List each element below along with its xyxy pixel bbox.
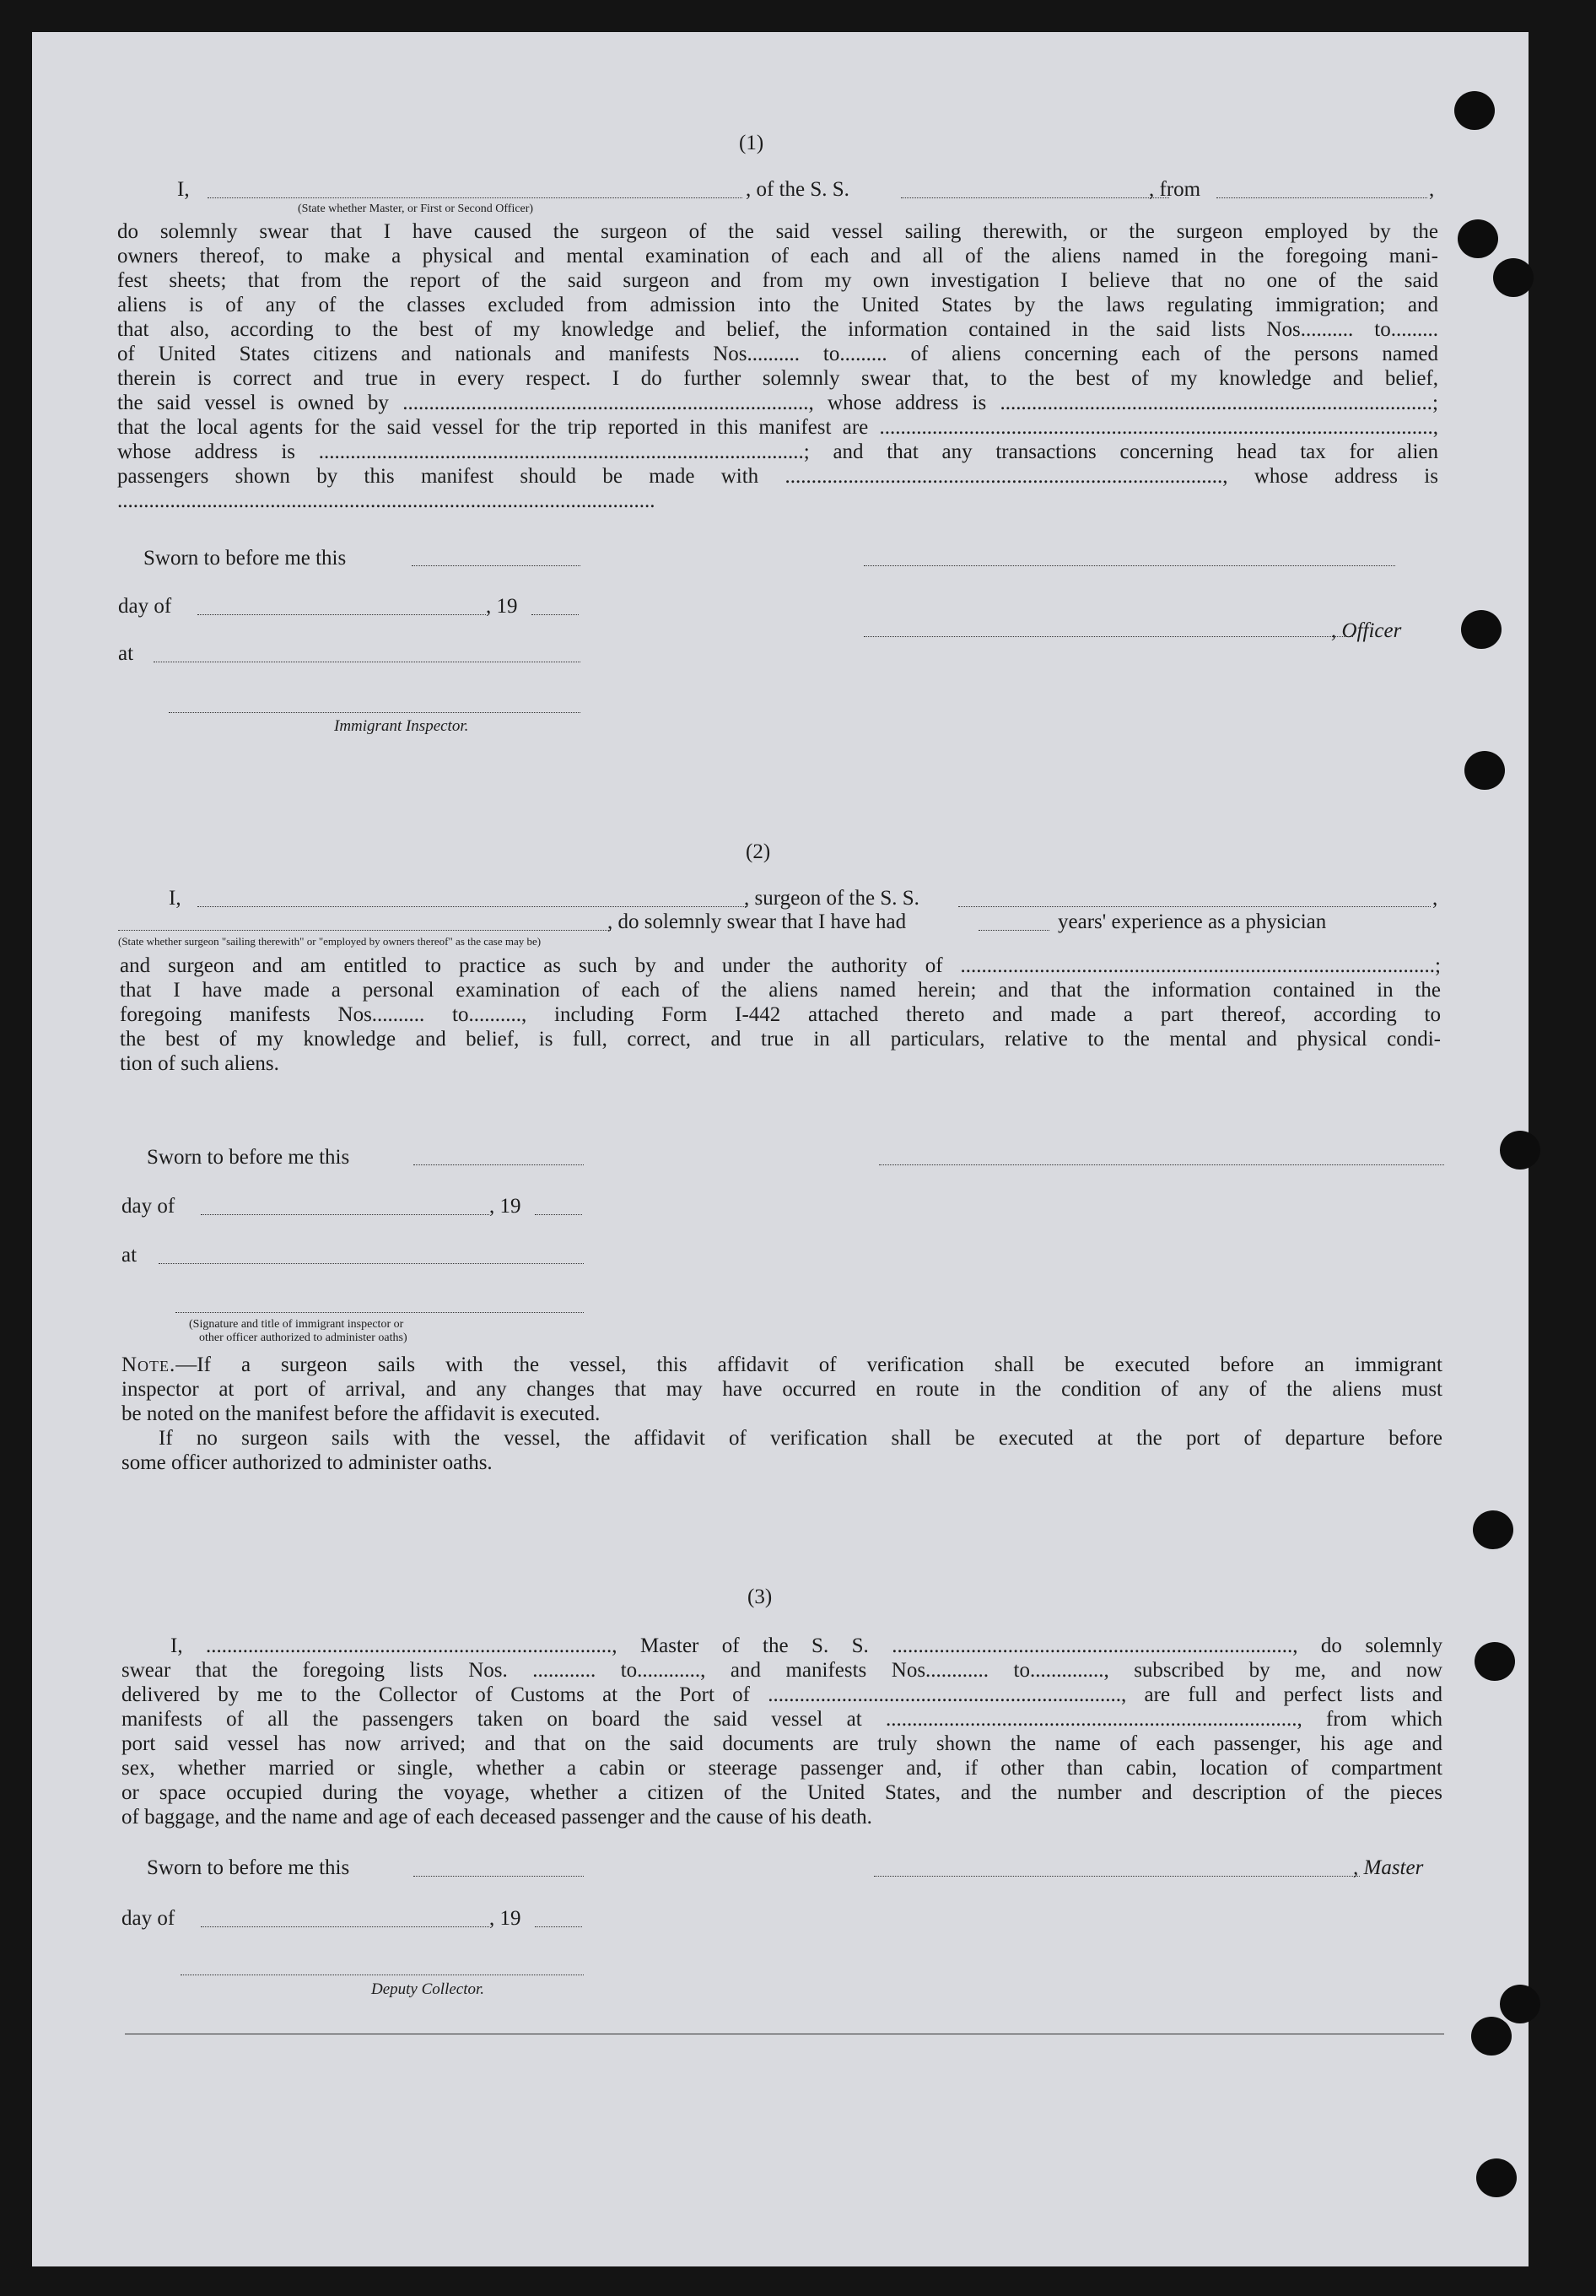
section-2-number: (2): [746, 840, 771, 863]
from-port-line: [1216, 197, 1427, 198]
binder-hole: [1471, 2017, 1512, 2056]
s1-sworn-line: [412, 565, 580, 566]
s2-at-line: [159, 1263, 584, 1264]
section-3-number: (3): [747, 1586, 773, 1608]
section-1-number: (1): [739, 132, 764, 154]
s1-dayof-label: day of: [118, 595, 172, 618]
from-label: , from: [1149, 178, 1201, 201]
binder-hole: [1458, 219, 1498, 258]
section-1-sub-caption: (State whether Master, or First or Second Officer): [298, 203, 534, 215]
binder-hole: [1461, 610, 1502, 649]
section-2-sub-caption: (State whether surgeon "sailing therewith" or "employed by owners thereof" as the case may be): [118, 935, 542, 948]
note-lead: Note.: [121, 1353, 176, 1376]
section-2-oath-text: and surgeon and am entitled to practice as such by and under the authority of ..........................................................................................; that I have made a personal examination of each of the aliens named herein; and that the information contained in the foregoing manifests Nos.......... to.........., including Form I-442 attached thereto and made a part thereof, according to the best of my knowledge and belief, is full, correct, and true in all particulars, relative to the mental and physical condi- tion of such aliens.: [120, 954, 1441, 1075]
s1-officer-label: , Officer: [1331, 619, 1402, 642]
binder-hole: [1464, 751, 1505, 790]
s2-inspector-sig-line: [175, 1312, 584, 1313]
s3-year-line: [535, 1926, 582, 1927]
s2-sig-caption-1: (Signature and title of immigrant inspector or: [189, 1318, 404, 1331]
binder-hole: [1473, 1510, 1513, 1549]
surgeon-ship-line: [958, 906, 1431, 907]
s1-inspector-line: [169, 712, 580, 713]
binder-hole: [1500, 1985, 1540, 2023]
s1-year-line: [531, 614, 579, 615]
section-1-oath-text: do solemnly swear that I have caused the surgeon of the said vessel sailing therewith, or the surgeon employed by the owners thereof, to make a physical and mental examination of each and all of the aliens named in the foregoing mani- fest sheets; that from the report of the said surgeon and from my own investigation I believe that no one of the said aliens is of any of the classes excluded from admission into the United States by the laws regulating immigration; and that also, according to the best of my knowledge and belief, the information contained in the said lists Nos.......... to......... of United States citizens and nationals and manifests Nos.......... to......... of aliens concerning each of the persons named therein is correct and true in every respect. I do further solemnly swear that, to the best of my knowledge and belief, the said vessel is owned by ............................................................................., whose address is ..................................................................................; that the local agents for the said vessel for the trip reported in this manifest are ........................................................................................................., whose address is ............................................................................................; and that any transactions concerning head tax for alien passengers shown by this manifest should be made with ..................................................................................., whose address is ......................................................................................................: [117, 220, 1438, 512]
surgeon-of-ss-label: , surgeon of the S. S.: [744, 887, 919, 910]
s2-sworn-line: [413, 1164, 584, 1165]
binder-hole: [1493, 258, 1534, 297]
s1-inspector-label: Immigrant Inspector.: [334, 717, 469, 735]
s3-deputy-label: Deputy Collector.: [371, 1980, 485, 1998]
years-experience-label: years' experience as a physician: [1058, 910, 1327, 933]
s3-sworn-label: Sworn to before me this: [147, 1856, 350, 1879]
manifest-back-page: [32, 32, 1529, 2266]
do-solemnly-swear-label: , do solemnly swear that I have had: [607, 910, 907, 933]
s3-master-line: [874, 1876, 1360, 1877]
surgeon-name-line: [197, 906, 747, 907]
note-text: Note.—If a surgeon sails with the vessel, this affidavit of verification shall be executed before an immigrant inspector at port of arrival, and any changes that may have occurred en route in the condition of any of the aliens must be noted on the manifest before the affidavit is executed.: [121, 1353, 1442, 1425]
s2-dayof-label: day of: [121, 1195, 175, 1218]
s3-master-label: , Master: [1353, 1856, 1424, 1879]
master-name-line: [208, 197, 742, 198]
binder-hole: [1454, 91, 1495, 130]
section-2-line1-end: ,: [1432, 887, 1438, 910]
s2-year-label: , 19: [489, 1195, 521, 1218]
surgeon-status-line: [118, 930, 611, 931]
section-1-line1-end: ,: [1429, 178, 1435, 201]
of-the-ss-label: , of the S. S.: [746, 178, 849, 201]
note-text-2: If no surgeon sails with the vessel, the affidavit of verification shall be executed at the port of departure before some officer authorized to administer oaths.: [121, 1427, 1442, 1474]
s1-right-sig-line: [864, 565, 1395, 566]
s1-at-label: at: [118, 642, 134, 665]
s1-sworn-label: Sworn to before me this: [143, 547, 347, 570]
s2-day-line: [201, 1214, 489, 1215]
s2-sig-caption-2: other officer authorized to administer oaths): [199, 1332, 407, 1344]
s3-dayof-label: day of: [121, 1907, 175, 1930]
section-2-i: I,: [169, 887, 181, 910]
s2-year-line: [535, 1214, 582, 1215]
s3-day-line: [201, 1926, 489, 1927]
binder-hole: [1500, 1131, 1540, 1170]
s1-year-label: , 19: [486, 595, 518, 618]
s3-year-label: , 19: [489, 1907, 521, 1930]
binder-hole: [1475, 1642, 1515, 1681]
s2-right-sig-line: [879, 1164, 1444, 1165]
s3-sworn-line: [413, 1876, 584, 1877]
s2-sworn-label: Sworn to before me this: [147, 1146, 350, 1169]
section-3-oath-text: I, ............................................................................., Master of the S. S. ............................................................................, do solemnly swear that the foregoing lists Nos. ............ to............, and manifests Nos............ to.............., subscribed by me, and now delivered by me to the Collector of Customs at the Port of ..................................................................., are full and perfect lists and manifests of all the passengers taken on board the said vessel at .............................................................................., from which port said vessel has now arrived; and that on the said documents are truly shown the name of each passenger, his age and sex, whether married or single, whether a cabin or steerage passenger and, if other than cabin, location of compartment or space occupied during the voyage, whether a citizen of the United States, and the number and description of the pieces of baggage, and the name and age of each deceased passenger and the cause of his death.: [121, 1634, 1442, 1829]
s1-day-line: [197, 614, 486, 615]
s1-officer-line: [864, 636, 1353, 637]
years-experience-line: [979, 930, 1049, 931]
ship-name-line: [901, 197, 1169, 198]
section-1-i: I,: [177, 178, 190, 201]
s2-at-label: at: [121, 1244, 137, 1267]
binder-hole: [1476, 2158, 1517, 2197]
